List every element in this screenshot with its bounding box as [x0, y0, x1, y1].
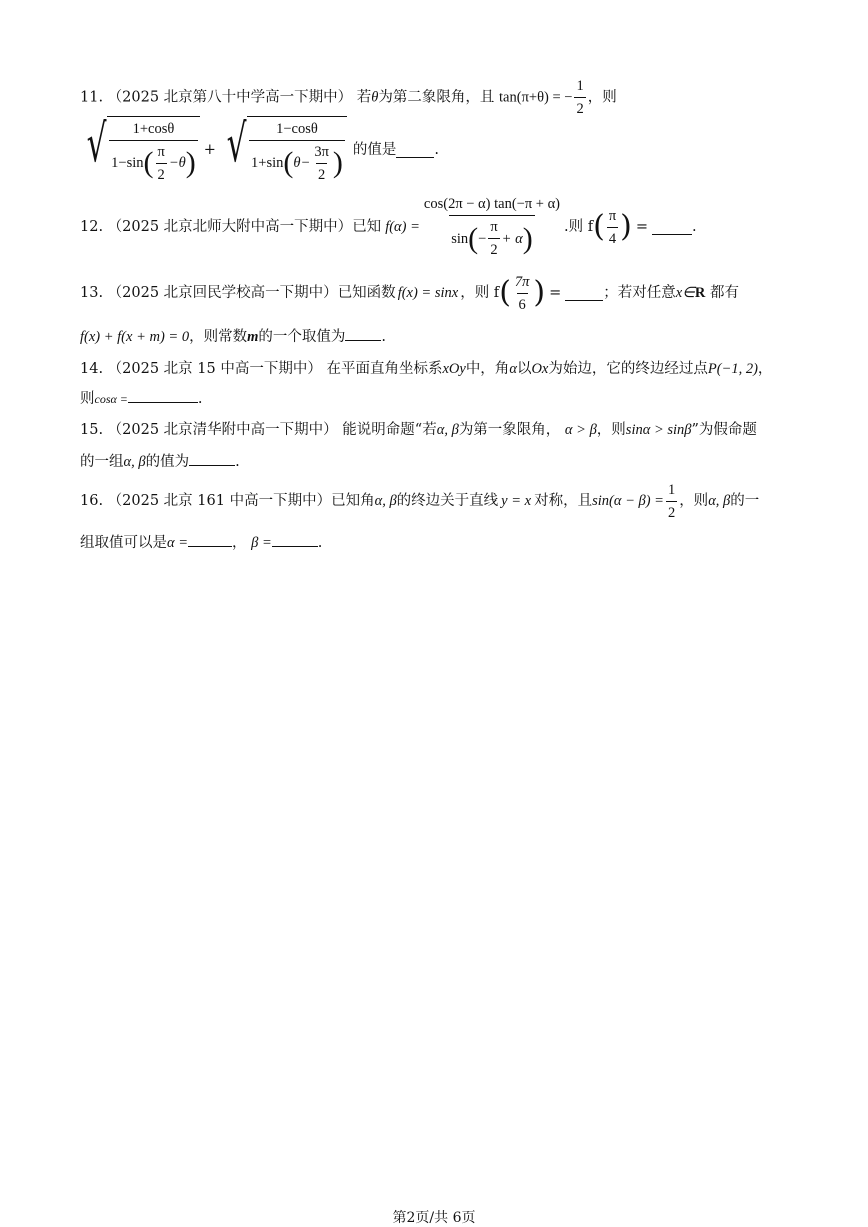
q14-ox: Ox [531, 361, 549, 377]
q11-expr1-den-b: −θ [168, 155, 186, 171]
q16-alpha-eq: α = [167, 535, 189, 551]
q13-arg-den: 6 [517, 293, 528, 315]
q13-line2-expr: f(x) + f(x + m) = 0 [80, 329, 190, 345]
q16-sep: ， [232, 535, 247, 551]
q11-frac-num: 1 [576, 78, 584, 94]
q11-expr1-num: 1+cosθ [132, 120, 175, 137]
q11-sqrt-1: √ 1+cosθ 1−sin ( $\frac{\pi}{2}$ −θ ) [80, 116, 200, 185]
q11-answer-blank[interactable] [396, 143, 434, 158]
question-15-line-2 [80, 451, 798, 472]
q16-ab: α, β [374, 493, 397, 509]
q14-source: （2025 北京 15 中高一下期中） [107, 361, 322, 377]
q14-cos: cosα = [94, 392, 128, 406]
q16-source: （2025 北京 161 中高一下期中） [107, 493, 332, 509]
q16-text-a: 已知角 [331, 493, 375, 509]
q13-cond: x∈ [675, 285, 695, 301]
q11-sqrt-2: √ 1−cosθ 1+sin ( θ− $\frac{3\pi}{2}$ ) [220, 116, 347, 185]
q11-expr2-den-a: 1+sin [251, 155, 284, 171]
q11-expr2-num: 1−cosθ [276, 120, 318, 137]
q16-text-e: 的一 [730, 493, 760, 509]
q11-expr1-pi: π [157, 143, 165, 160]
q16-text-c: 对称，且 [534, 493, 593, 509]
q13-answer-blank-1[interactable] [565, 286, 603, 301]
q13-text-a: 已知函数 [337, 285, 396, 301]
q16-text-d: ，则 [679, 493, 709, 509]
q11-expr1-den-a: 1−sin [111, 155, 144, 171]
q12-den-b: + α [501, 230, 523, 247]
q14-comma: ， [757, 361, 773, 377]
q11-frac-den: 2 [574, 97, 585, 119]
q14-alpha: α [509, 361, 517, 377]
q12-numerator: cos(2π − α) tan(−π + α) [423, 196, 561, 212]
question-16-line-1 [80, 480, 798, 522]
q16-beta-eq: β = [251, 535, 272, 551]
q15-text-a: 能说明命题“若 [342, 422, 437, 438]
q12-f-alpha: f(α) = [385, 219, 420, 235]
q12-arg-four: 4 [607, 227, 618, 249]
q13-source: （2025 北京回民学校高一下期中） [107, 285, 338, 301]
q14-number: 14. [80, 361, 104, 377]
q16-line2-a: 组取值可以是 [80, 535, 167, 551]
q14-xoy: xOy [442, 361, 466, 377]
q13-m: m [247, 329, 259, 345]
q12-fraction: cos(2π − α) tan(−π + α) sin ( − $\frac{\pi}{2}$ + α ) [423, 196, 561, 258]
q11-fraction [574, 76, 585, 119]
q11-text-c: ，则 [587, 89, 617, 106]
q13-answer-blank-2[interactable] [345, 326, 381, 341]
question-13-line-2 [80, 326, 798, 347]
q13-text-b: ，则 f [460, 285, 500, 301]
q13-number: 13. [80, 285, 104, 301]
q12-source: （2025 北京北师大附中高一下期中） [107, 219, 353, 235]
question-15-line-1 [80, 420, 798, 440]
q11-expr2-den-b: θ− [293, 155, 311, 171]
q13-func: f(x) = sinx [397, 285, 459, 301]
q12-answer-blank[interactable] [652, 220, 692, 235]
q15-number: 15. [80, 422, 104, 438]
q15-line2-ab: α, β [123, 454, 146, 470]
q11-text-a: 若 [356, 89, 372, 106]
q13-set: R [694, 285, 706, 301]
question-12: 12. （2025 北京北师大附中高一下期中） 已知 f(α) = cos(2π − α) tan(−π + α) sin ( − $\frac{\pi}{2}$ + α ) .则 f ( $\frac{\pi}{4}$ ) = . [80, 196, 697, 258]
q12-den-sin: sin [451, 230, 469, 247]
q15-line2-b: 的值为 [145, 454, 190, 470]
q11-expr2-two: 2 [316, 163, 327, 185]
q16-number: 16. [80, 493, 104, 509]
q12-eq: = [635, 219, 649, 235]
q14-answer-blank[interactable] [128, 388, 198, 403]
q14-point: P(−1, 2) [707, 361, 758, 377]
q14-text-d: 为始边，它的终边经过点 [548, 361, 708, 377]
q12-text-b: .则 f [564, 219, 594, 235]
q13-text-d: 都有 [709, 285, 739, 301]
q12-den-minus: − [478, 230, 487, 247]
q11-expr2-3pi: 3π [314, 143, 329, 160]
q16-frac-den: 2 [666, 501, 677, 523]
q14-text-a: 在平面直角坐标系 [326, 361, 443, 377]
q15-ineq1: α > β [564, 422, 597, 438]
q11-end: . [434, 142, 440, 158]
q11-theta: θ [371, 89, 379, 106]
q11-tail: 的值是 [352, 142, 397, 158]
q12-number: 12. [80, 219, 104, 235]
q16-end: . [317, 535, 323, 551]
page-footer: 第2页/共 6页 [392, 1210, 476, 1226]
q12-end: . [692, 219, 697, 235]
q15-source: （2025 北京清华附中高一下期中） [107, 422, 338, 438]
q13-text-c: ；若对任意 [603, 285, 676, 301]
q14-text-b: 中，角 [465, 361, 510, 377]
q14-line2-a: 则 [80, 391, 95, 407]
q11-expr1-two: 2 [156, 163, 167, 185]
q13-line2-a: ，则常数 [189, 329, 248, 345]
q16-text-b: 的终边关于直线 [396, 493, 499, 509]
q15-answer-blank[interactable] [189, 451, 235, 466]
q15-text-d: ”为假命题 [691, 422, 757, 438]
question-11-line-1 [80, 76, 798, 119]
q16-line-eq: y = x [501, 493, 532, 509]
q13-end: . [381, 329, 386, 345]
q14-end: . [197, 391, 203, 407]
q13-line2-b: 的一个取值为 [258, 329, 346, 345]
question-16-line-2 [80, 532, 798, 553]
q13-eq: = [549, 285, 562, 301]
q15-ab: α, β [436, 422, 459, 438]
q15-line2-a: 的一组 [80, 454, 124, 470]
q16-answer-blank-alpha[interactable] [188, 532, 232, 547]
question-11-line-2 [80, 113, 798, 183]
q12-den-two: 2 [488, 238, 499, 260]
q15-text-b: 为第一象限角， [458, 422, 561, 438]
q11-source: （2025 北京第八十中学高一下期中） [107, 89, 353, 106]
q16-sin-expr: sin(α − β) = [592, 493, 664, 509]
q13-arg-num: 7π [514, 273, 530, 290]
q11-tan-expr: tan(π+θ) = − [499, 89, 573, 106]
q16-answer-blank-beta[interactable] [272, 532, 318, 547]
q11-plus: + [203, 142, 216, 158]
q15-ineq2: sinα > sinβ [625, 422, 692, 438]
q11-text-b: 为第二象限角，且 [378, 89, 495, 106]
q12-arg-pi: π [608, 207, 617, 224]
q12-den-pi: π [490, 219, 498, 235]
q16-ab2: α, β [708, 493, 731, 509]
q14-text-c: 以 [516, 361, 532, 377]
question-13-line-1: 13. （2025 北京回民学校高一下期中） 已知函数 f(x) = sinx ，则 f ( $\frac{7\pi}{6}$ ) = ；若对任意 x∈ R 都有 [80, 273, 739, 313]
q15-text-c: ，则 [596, 422, 626, 438]
q12-text-a: 已知 [352, 219, 382, 235]
q16-frac-num: 1 [667, 481, 676, 498]
q11-number: 11. [80, 89, 104, 106]
q15-end: . [235, 454, 240, 470]
question-14-line-2 [80, 388, 798, 409]
question-14-line-1 [80, 359, 798, 379]
